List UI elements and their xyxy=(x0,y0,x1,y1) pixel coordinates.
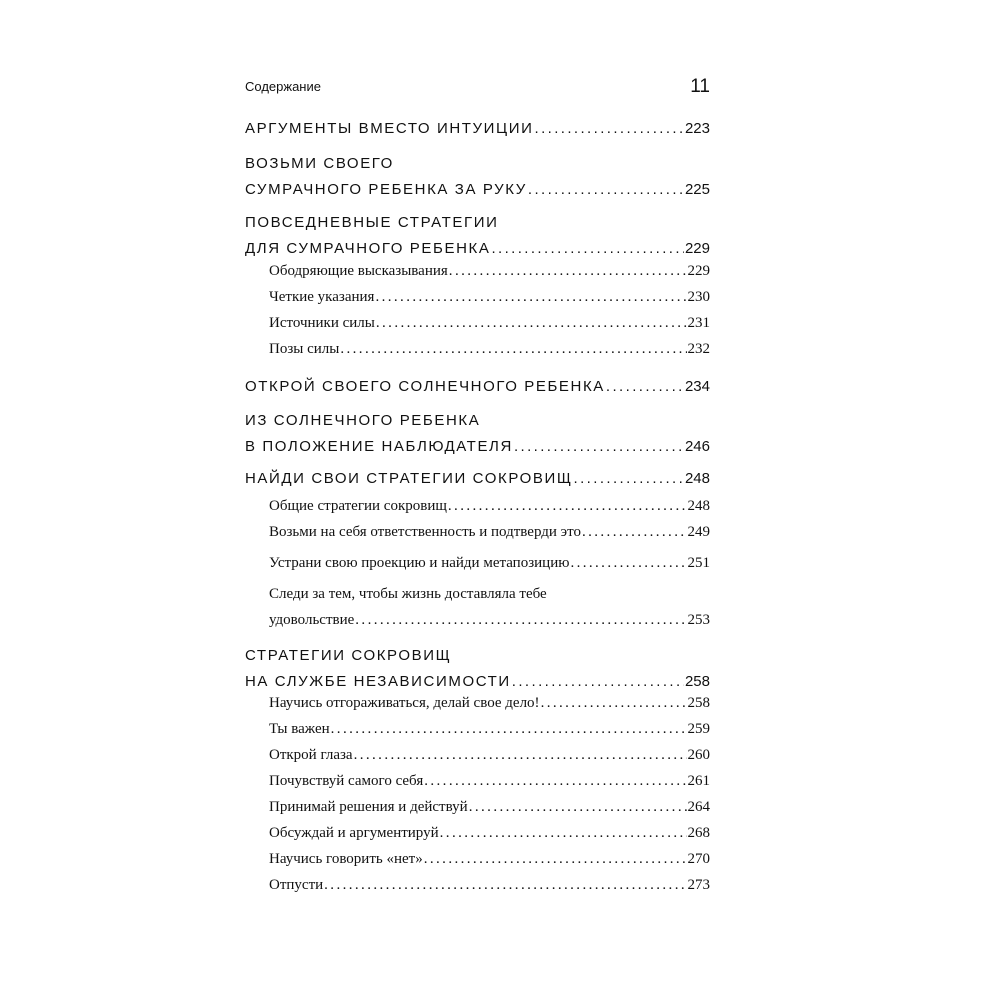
toc-entry-page: 268 xyxy=(687,825,710,841)
toc-entry-title: НА СЛУЖБЕ НЕЗАВИСИМОСТИ xyxy=(245,673,511,690)
toc-entry-title: Общие стратегии сокровищ xyxy=(269,498,447,514)
toc-entry-title-line1: СТРАТЕГИИ СОКРОВИЩ xyxy=(245,647,452,664)
dot-leader xyxy=(375,284,686,310)
toc-entry-title: Четкие указания xyxy=(269,289,375,305)
toc-section xyxy=(269,716,710,742)
toc-entry-title: Позы силы xyxy=(269,341,340,357)
toc-section xyxy=(269,768,710,794)
dot-leader xyxy=(582,519,687,545)
toc-chapter-arguments xyxy=(245,116,710,142)
toc-entry-page: 225 xyxy=(684,181,710,198)
toc-chapter-observer xyxy=(245,408,710,460)
toc-section xyxy=(269,742,710,768)
toc-section xyxy=(269,872,710,898)
toc-entry-title: АРГУМЕНТЫ ВМЕСТО ИНТУИЦИИ xyxy=(245,120,534,137)
toc-section xyxy=(269,846,710,872)
dot-leader xyxy=(528,177,684,203)
toc-chapter-independence xyxy=(245,643,710,695)
toc-entry-page: 232 xyxy=(687,341,710,357)
toc-chapter-shadow-child xyxy=(245,151,710,203)
toc-section xyxy=(269,519,710,545)
page-header xyxy=(245,72,710,100)
dot-leader xyxy=(469,794,687,820)
toc-entry-title: удовольствие xyxy=(269,612,355,628)
toc-section xyxy=(269,581,710,633)
toc-section xyxy=(269,493,710,519)
toc-entry-title: В ПОЛОЖЕНИЕ НАБЛЮДАТЕЛЯ xyxy=(245,438,513,455)
toc-entry-title: ДЛЯ СУМРАЧНОГО РЕБЕНКА xyxy=(245,240,491,257)
toc-entry-page: 259 xyxy=(687,721,710,737)
toc-chapter-treasure-strategies xyxy=(245,466,710,492)
toc-section xyxy=(269,336,710,362)
toc-entry-page: 246 xyxy=(684,438,710,455)
toc-section xyxy=(269,794,710,820)
dot-leader xyxy=(331,716,687,742)
toc-entry-page: 258 xyxy=(684,673,710,690)
toc-entry-page: 273 xyxy=(687,877,710,893)
toc-entry-page: 234 xyxy=(684,378,710,395)
toc-entry-title: Открой глаза xyxy=(269,747,353,763)
toc-section xyxy=(269,550,710,576)
toc-entry-page: 249 xyxy=(687,524,710,540)
toc-entry-title: Принимай решения и действуй xyxy=(269,799,468,815)
toc-chapter-daily-strategies xyxy=(245,210,710,262)
toc-section xyxy=(269,258,710,284)
toc-entry-title: Почувствуй самого себя xyxy=(269,773,424,789)
toc-entry-page: 223 xyxy=(684,120,710,137)
dot-leader xyxy=(606,374,684,400)
dot-leader xyxy=(340,336,686,362)
toc-entry-title-line1: Следи за тем, чтобы жизнь доставляла тебе xyxy=(269,586,547,602)
dot-leader xyxy=(514,434,684,460)
dot-leader xyxy=(449,258,687,284)
toc-section xyxy=(269,820,710,846)
toc-entry-title: НАЙДИ СВОИ СТРАТЕГИИ СОКРОВИЩ xyxy=(245,470,573,487)
toc-entry-title: Устрани свою проекцию и найди метапозицию xyxy=(269,555,570,571)
dot-leader xyxy=(355,607,686,633)
toc-entry-page: 270 xyxy=(687,851,710,867)
toc-entry-page: 229 xyxy=(687,263,710,279)
toc-entry-title: СУМРАЧНОГО РЕБЕНКА ЗА РУКУ xyxy=(245,181,527,198)
toc-chapter-sunny-child xyxy=(245,374,710,400)
toc-section xyxy=(269,310,710,336)
running-title: Содержание xyxy=(245,79,321,94)
toc-entry-page: 248 xyxy=(684,470,710,487)
toc-entry-page: 231 xyxy=(687,315,710,331)
toc-entry-title-line1: ПОВСЕДНЕВНЫЕ СТРАТЕГИИ xyxy=(245,214,499,231)
dot-leader xyxy=(440,820,687,846)
toc-entry-page: 260 xyxy=(687,747,710,763)
dot-leader xyxy=(448,493,687,519)
toc-entry-page: 230 xyxy=(687,289,710,305)
dot-leader xyxy=(324,872,686,898)
toc-entry-title: Обсуждай и аргументируй xyxy=(269,825,439,841)
dot-leader xyxy=(424,846,687,872)
toc-entry-title: Ободряющие высказывания xyxy=(269,263,448,279)
dot-leader xyxy=(570,550,686,576)
toc-entry-title: Отпусти xyxy=(269,877,324,893)
toc-entry-page: 251 xyxy=(687,555,710,571)
toc-section xyxy=(269,284,710,310)
toc-entry-page: 248 xyxy=(687,498,710,514)
dot-leader xyxy=(424,768,686,794)
page-number: 11 xyxy=(690,76,710,97)
toc-entry-page: 261 xyxy=(687,773,710,789)
dot-leader xyxy=(535,116,684,142)
toc-section xyxy=(269,690,710,716)
toc-entry-title: Возьми на себя ответственность и подтверди это xyxy=(269,524,581,540)
toc-entry-page: 229 xyxy=(684,240,710,257)
dot-leader xyxy=(541,690,687,716)
dot-leader xyxy=(376,310,687,336)
toc-entry-page: 264 xyxy=(687,799,710,815)
dot-leader xyxy=(354,742,687,768)
toc-entry-title-line1: ИЗ СОЛНЕЧНОГО РЕБЕНКА xyxy=(245,412,481,429)
toc-entry-title: ОТКРОЙ СВОЕГО СОЛНЕЧНОГО РЕБЕНКА xyxy=(245,378,605,395)
toc-entry-title: Источники силы xyxy=(269,315,375,331)
toc-entry-title: Ты важен xyxy=(269,721,330,737)
toc-entry-title: Научись говорить «нет» xyxy=(269,851,423,867)
toc-entry-page: 258 xyxy=(687,695,710,711)
toc-entry-title: Научись отгораживаться, делай свое дело! xyxy=(269,695,540,711)
toc-entry-title-line1: ВОЗЬМИ СВОЕГО xyxy=(245,155,394,172)
dot-leader xyxy=(574,466,684,492)
toc-entry-page: 253 xyxy=(687,612,710,628)
